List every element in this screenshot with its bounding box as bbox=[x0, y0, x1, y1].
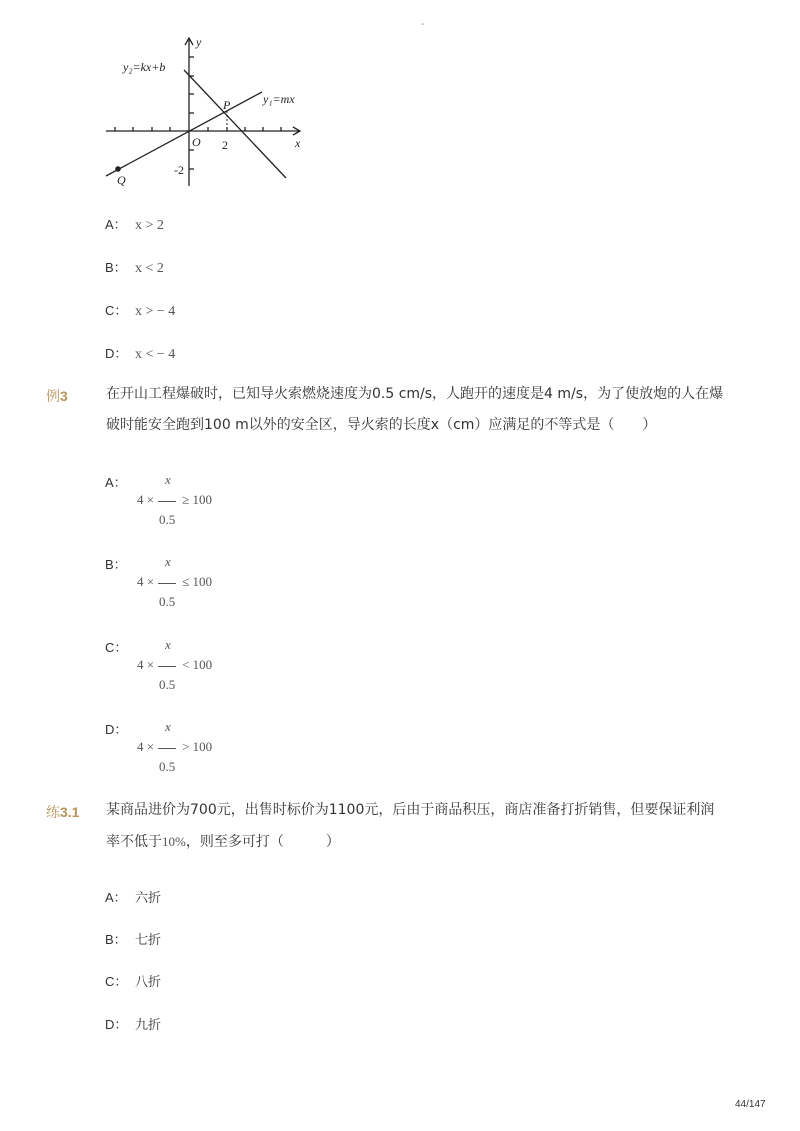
point-q-label: Q bbox=[117, 173, 126, 187]
ex3-option-c-label[interactable]: C： bbox=[105, 640, 128, 655]
x-tick-label: 2 bbox=[222, 138, 228, 152]
option-a[interactable] bbox=[105, 214, 164, 234]
x-axis-label: x bbox=[295, 136, 301, 150]
option-label: A： bbox=[105, 217, 127, 232]
practice-3-1-label: 练3.1 bbox=[46, 804, 80, 820]
ex3-option-d-label[interactable]: D： bbox=[105, 722, 128, 737]
option-expression: x < 2 bbox=[135, 261, 164, 276]
practice-option-b[interactable]: B： 七折 bbox=[105, 932, 162, 948]
y-axis-label: y bbox=[196, 35, 202, 49]
option-label: B： bbox=[105, 260, 127, 275]
practice-option-text: 九折 bbox=[135, 1018, 162, 1033]
header-mark: - bbox=[421, 18, 425, 30]
practice-option-text: 七折 bbox=[135, 933, 162, 948]
point-q-dot bbox=[115, 166, 121, 172]
practice-option-a[interactable]: A： 六折 bbox=[105, 890, 162, 906]
option-label: C： bbox=[105, 303, 128, 318]
option-b[interactable] bbox=[105, 257, 164, 277]
option-expression: x < − 4 bbox=[135, 347, 176, 362]
line1-label: y₁=mx bbox=[263, 92, 295, 106]
example-3-question: 在开山工程爆破时，已知导火索燃烧速度为0.5 cm/s，人跑开的速度是4 m/s，为了使放炮的人在爆破时能安全跑到100 m以外的安全区，导火索的长度x（cm）应满足的不等式是（ ） bbox=[106, 386, 724, 433]
example-3-label: 例3 bbox=[46, 388, 68, 404]
line-y2 bbox=[184, 70, 286, 178]
point-p-label: P bbox=[223, 98, 231, 112]
option-expression: x > − 4 bbox=[135, 304, 176, 319]
line2-label: y₂=kx+b bbox=[123, 60, 166, 74]
practice-option-text: 六折 bbox=[135, 891, 162, 906]
practice-3-1-question: 某商品进价为700元，出售时标价为1100元，后由于商品积压，商店准备打折销售，但要保证利润率不低于10%，则至多可打（ ） bbox=[106, 802, 715, 850]
option-d[interactable] bbox=[105, 343, 175, 363]
option-expression: x > 2 bbox=[135, 218, 164, 233]
y-tick-label: -2 bbox=[174, 163, 184, 177]
practice-option-d[interactable]: D： 九折 bbox=[105, 1017, 162, 1033]
line-y1 bbox=[106, 92, 262, 176]
ex3-option-a-label[interactable]: A： bbox=[105, 475, 127, 490]
page-number: 44/147 bbox=[735, 1099, 766, 1110]
option-label: D： bbox=[105, 346, 128, 361]
option-c[interactable] bbox=[105, 300, 175, 320]
practice-option-c[interactable]: C： 八折 bbox=[105, 974, 162, 990]
origin-label: O bbox=[192, 135, 201, 149]
ex3-option-b-label[interactable]: B： bbox=[105, 557, 127, 572]
practice-option-text: 八折 bbox=[135, 975, 162, 990]
linear-function-graph bbox=[100, 30, 310, 190]
